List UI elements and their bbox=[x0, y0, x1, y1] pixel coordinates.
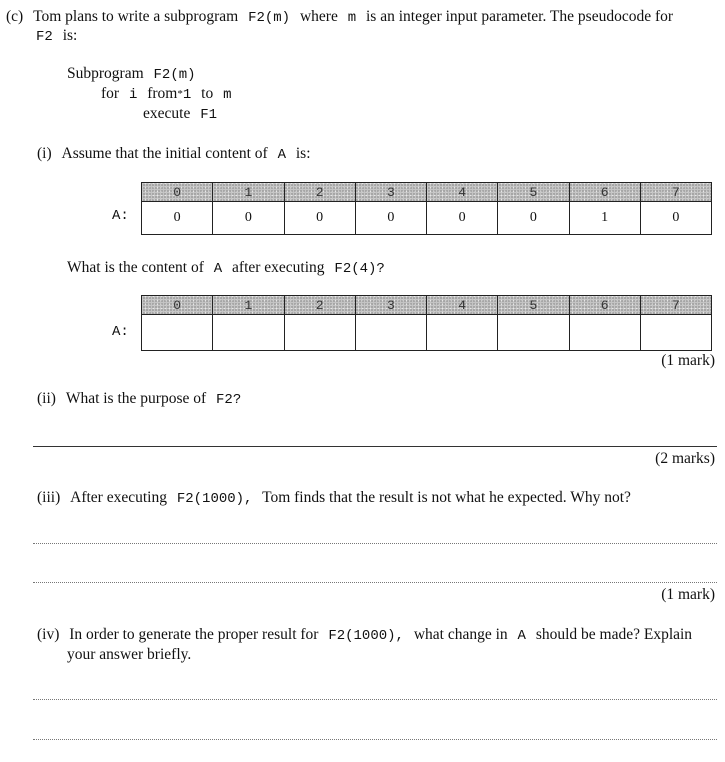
answer-line[interactable] bbox=[33, 543, 717, 544]
part-i-marks: (1 mark) bbox=[661, 352, 715, 369]
part-iv-question-line2: your answer briefly. bbox=[67, 646, 192, 663]
index-cell: 1 bbox=[213, 296, 284, 315]
index-cell: 4 bbox=[427, 183, 498, 202]
value-cell: 0 bbox=[284, 202, 355, 235]
value-cell: 0 bbox=[142, 202, 213, 235]
part-i-question: What is the content of A after executing F2(4)? bbox=[67, 259, 385, 277]
part-ii-marks: (2 marks) bbox=[655, 450, 715, 467]
initial-array-label: A: bbox=[112, 208, 129, 224]
pseudocode-line-2: for i from*1 to m bbox=[101, 85, 232, 103]
answer-cell[interactable] bbox=[569, 315, 640, 351]
part-iii-label: (iii) bbox=[37, 489, 61, 506]
part-i-intro: (i) Assume that the initial content of A is: bbox=[37, 145, 311, 163]
value-cell: 1 bbox=[569, 202, 640, 235]
part-ii-label: (ii) bbox=[37, 390, 56, 407]
index-cell: 1 bbox=[213, 183, 284, 202]
answer-line[interactable] bbox=[33, 582, 717, 583]
question-intro: (c) Tom plans to write a subprogram F2(m) where m is an integer input parameter. The pseudocode for bbox=[6, 8, 674, 26]
answer-cell[interactable] bbox=[142, 315, 213, 351]
value-cell: 0 bbox=[355, 202, 426, 235]
index-row bbox=[142, 183, 712, 202]
answer-row bbox=[142, 315, 712, 351]
answer-cell[interactable] bbox=[284, 315, 355, 351]
value-row bbox=[142, 202, 712, 235]
part-iv-label: (iv) bbox=[37, 626, 60, 643]
pseudocode-line-1: Subprogram F2(m) bbox=[67, 65, 196, 83]
index-cell: 5 bbox=[498, 296, 569, 315]
part-iii-question: (iii) After executing F2(1000), Tom finds that the result is not what he expected. Why not? bbox=[37, 489, 631, 507]
value-cell: 0 bbox=[640, 202, 711, 235]
initial-array-table bbox=[141, 182, 712, 235]
stray-mark: * bbox=[177, 88, 183, 100]
answer-line[interactable] bbox=[33, 699, 717, 700]
index-cell: 2 bbox=[284, 183, 355, 202]
index-cell: 4 bbox=[427, 296, 498, 315]
index-cell: 3 bbox=[355, 296, 426, 315]
value-cell: 0 bbox=[498, 202, 569, 235]
question-label: (c) bbox=[6, 8, 24, 25]
value-cell: 0 bbox=[213, 202, 284, 235]
part-ii-question: (ii) What is the purpose of F2? bbox=[37, 390, 242, 408]
answer-line[interactable] bbox=[33, 446, 717, 447]
answer-cell[interactable] bbox=[640, 315, 711, 351]
pseudocode-line-3: execute F1 bbox=[143, 105, 218, 123]
question-intro-line2: F2 is: bbox=[36, 27, 78, 45]
index-cell: 0 bbox=[142, 296, 213, 315]
index-cell: 7 bbox=[640, 296, 711, 315]
index-cell: 0 bbox=[142, 183, 213, 202]
index-cell: 5 bbox=[498, 183, 569, 202]
answer-cell[interactable] bbox=[213, 315, 284, 351]
answer-line[interactable] bbox=[33, 739, 717, 740]
part-iii-marks: (1 mark) bbox=[661, 586, 715, 603]
answer-array-table bbox=[141, 295, 712, 351]
part-i-label: (i) bbox=[37, 145, 52, 162]
index-row bbox=[142, 296, 712, 315]
answer-cell[interactable] bbox=[427, 315, 498, 351]
answer-array-label: A: bbox=[112, 324, 129, 340]
index-cell: 6 bbox=[569, 296, 640, 315]
index-cell: 6 bbox=[569, 183, 640, 202]
value-cell: 0 bbox=[427, 202, 498, 235]
index-cell: 7 bbox=[640, 183, 711, 202]
answer-cell[interactable] bbox=[355, 315, 426, 351]
answer-cell[interactable] bbox=[498, 315, 569, 351]
index-cell: 2 bbox=[284, 296, 355, 315]
part-iv-question: (iv) In order to generate the proper result for F2(1000), what change in A should be made? Explain bbox=[37, 626, 693, 644]
index-cell: 3 bbox=[355, 183, 426, 202]
